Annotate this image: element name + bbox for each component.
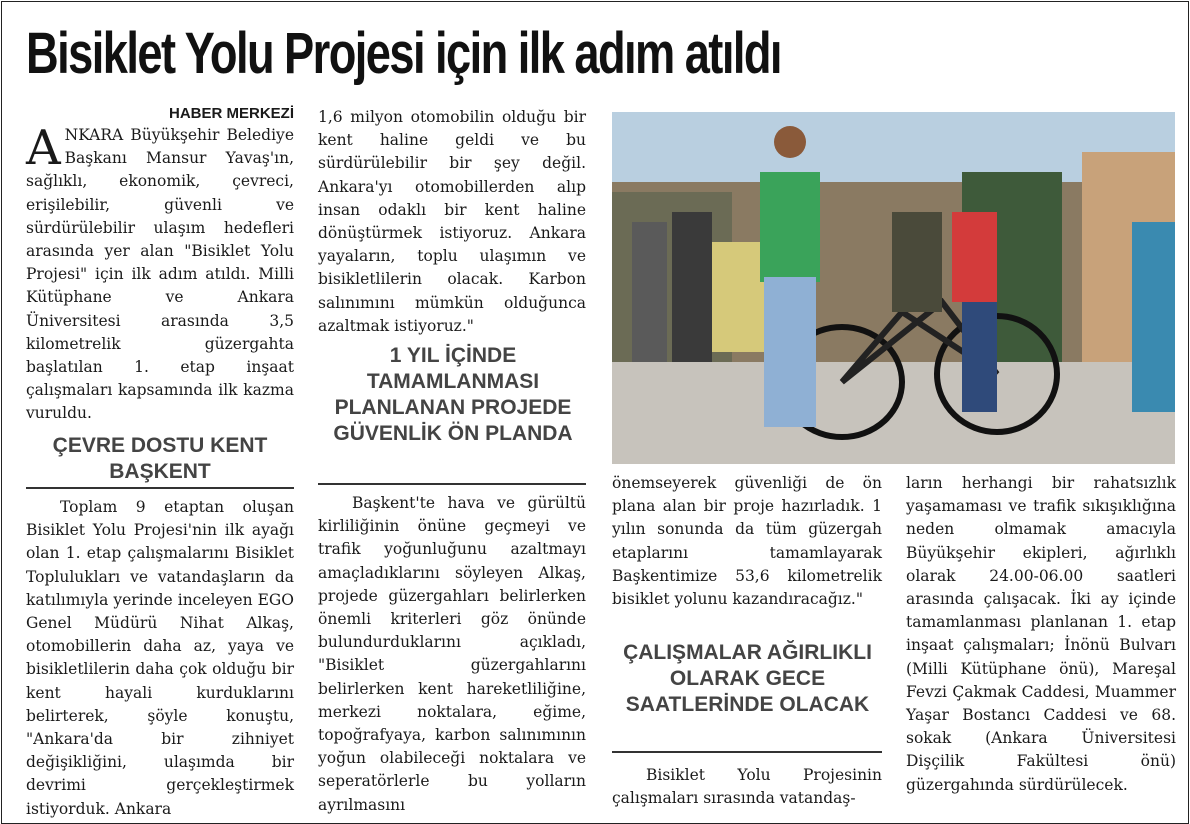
column-1-body: Toplam 9 etaptan oluşan Bisiklet Yolu Projesi'nin ilk ayağı olan 1. etap çalışmalarını Bisiklet Toplulukları ve vatandaşların da katılımıyla yerinde inceleyen EGO Genel Müdürü Nihat Alkaş, otomobillerin daha az, yaya ve bisikletlilerin daha çok olduğu bir kent hayali kurduklarını belirterek, şöyle konuştu, "Ankara'da bir zihniyet değişikliğini, ulaşımda bir devrimi gerçekleştirmek istiyorduk. Ankara xyxy=(26,498,294,818)
subhead-2: 1 YIL İÇİNDE TAMAMLANMASI PLANLANAN PROJEDE GÜVENLİK ÖN PLANDA xyxy=(333,344,573,445)
column-2-top: 1,6 milyon otomobilin olduğu bir kent haline geldi ve bu sürdürülebilir bir şey değil. Ankara'yı otomobillerden alıp insan odaklı bir kent haline dönüştürmek istiyoruz. Ankara yayaların, toplu ulaşımın ve bisikletlilerin olacak. Karbon salınımını mümkün olduğunca azaltmak istiyoruz." xyxy=(318,108,586,335)
dropcap: A xyxy=(26,120,61,176)
subhead-1: ÇEVRE DOSTU KENT BAŞKENT xyxy=(52,434,268,483)
cyclists-photo xyxy=(612,112,1175,464)
column-3-top: önemseyerek güvenliği de ön plana alan bir proje hazırladık. 1 yılın sonunda da tüm güzergah etaplarını tamamlayarak Başkentimize 53,6 kilometrelik bisiklet yolunu kazandıracağız." xyxy=(612,474,882,609)
byline: HABER MERKEZİ xyxy=(168,105,294,122)
column-3-body: Bisiklet Yolu Projesinin çalışmaları sırasında vatandaş- xyxy=(612,766,882,808)
rule-2 xyxy=(318,483,586,485)
photo-illustration xyxy=(612,112,1175,464)
rule-3 xyxy=(612,751,882,753)
column-1-intro: NKARA Büyükşehir Belediye Başkanı Mansur Yavaş'ın, sağlıklı, ekonomik, çevreci, erişilebilir, güvenli ve sürdürülebilir ulaşım hedefleri arasında yer alan "Bisiklet Yolu Projesi" için ilk adım atıldı. Milli Kütüphane ve Ankara Üniversitesi arasında 3,5 kilometrelik güzergahta başlatılan 1. etap inşaat çalışmaları kapsamında ilk kazma vuruldu. xyxy=(26,126,294,423)
column-2-body: Başkent'te hava ve gürültü kirliliğinin önüne geçmeyi ve trafik yoğunluğunu azaltmayı amaçladıklarını söyleyen Alkaş, projede güzergahları belirlerken önemli kriterleri göz önünde bulundurduklarını açıkladı, "Bisiklet güzergahlarını belirlerken kent hareketliliğine, merkezi noktalara, eğime, topoğrafyaya, karbon salınımının yoğun olabileceği noktalara ve seperatörlerle bu yolların ayrılmasını xyxy=(318,494,586,814)
column-4-body: ların herhangi bir rahatsızlık yaşamaması ve trafik sıkışıklığına neden olmamak amacıyla Büyükşehir ekipleri, ağırlıklı olarak 24.00-06.00 saatleri arasında çalışacak. İki ay içinde tamamlanması planlanan 1. etap inşaat çalışmaları; İnönü Bulvarı (Milli Kütüphane önü), Mareşal Fevzi Çakmak Caddesi, Muammer Yaşar Bostancı Caddesi ve 68. sokak (Ankara Üniversitesi Dişçilik Fakültesi önü) güzergahında sürdürülecek. xyxy=(906,474,1176,794)
headline: Bisiklet Yolu Projesi için ilk adım atıldı xyxy=(26,21,781,86)
column-1-top xyxy=(26,104,294,426)
rule-1 xyxy=(26,487,294,489)
subhead-3: ÇALIŞMALAR AĞIRLIKLI OLARAK GECE SAATLERİNDE OLACAK xyxy=(623,641,872,716)
